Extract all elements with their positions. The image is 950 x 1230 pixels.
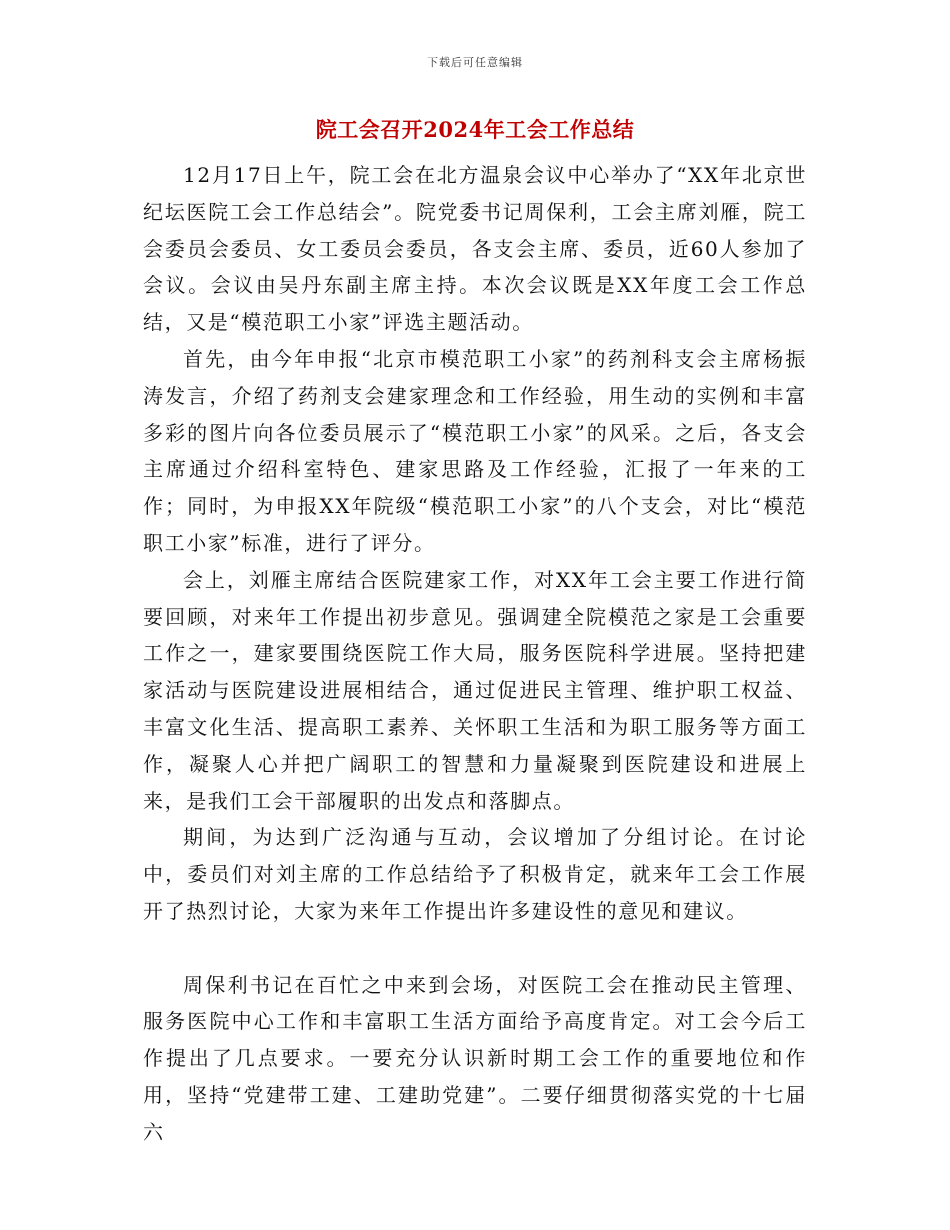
paragraph-1: 12月17日上午，院工会在北方温泉会议中心举办了“XX年北京世纪坛医院工会工作总结会”。院党委书记周保利，工会主席刘雁，院工会委员会委员、女工委员会委员，各支会主席、委员，近60人参加了会议。会议由吴丹东副主席主持。本次会议既是XX年度工会工作总结，又是“模范职工小家”评选主题活动。 <box>143 163 807 335</box>
paragraph-2: 首先，由今年申报“北京市模范职工小家”的药剂科支会主席杨振涛发言，介绍了药剂支会建家理念和工作经验，用生动的实例和丰富多彩的图片向各位委员展示了“模范职工小家”的风采。之后，各支会主席通过介绍科室特色、建家思路及工作经验，汇报了一年来的工作；同时，为申报XX年院级“模范职工小家”的八个支会，对比“模范职工小家”标准，进行了评分。 <box>143 346 807 555</box>
paragraph-4: 期间，为达到广泛沟通与互动，会议增加了分组讨论。在讨论中，委员们对刘主席的工作总结给予了积极肯定，就来年工会工作展开了热烈讨论，大家为来年工作提出许多建设性的意见和建议。 <box>143 825 807 923</box>
document-title: 院工会召开2024年工会工作总结 <box>315 117 635 142</box>
document-body <box>143 157 807 1151</box>
paragraph-spacer <box>143 930 807 967</box>
page-header-note: 下载后可任意编辑 <box>427 56 523 69</box>
paragraph-3: 会上，刘雁主席结合医院建家工作，对XX年工会主要工作进行简要回顾，对来年工作提出初步意见。强调建全院模范之家是工会重要工作之一，建家要围绕医院工作大局，服务医院科学进展。坚持把建家活动与医院建设进展相结合，通过促进民主管理、维护职工权益、丰富文化生活、提高职工素养、关怀职工生活和为职工服务等方面工作，凝聚人心并把广阔职工的智慧和力量凝聚到医院建设和进展上来，是我们工会干部履职的出发点和落脚点。 <box>143 567 807 813</box>
paragraph-5: 周保利书记在百忙之中来到会场，对医院工会在推动民主管理、服务医院中心工作和丰富职工生活方面给予高度肯定。对工会今后工作提出了几点要求。一要充分认识新时期工会工作的重要地位和作用，坚持“党建带工建、工建助党建”。二要仔细贯彻落实党的十七届六 <box>143 972 807 1144</box>
